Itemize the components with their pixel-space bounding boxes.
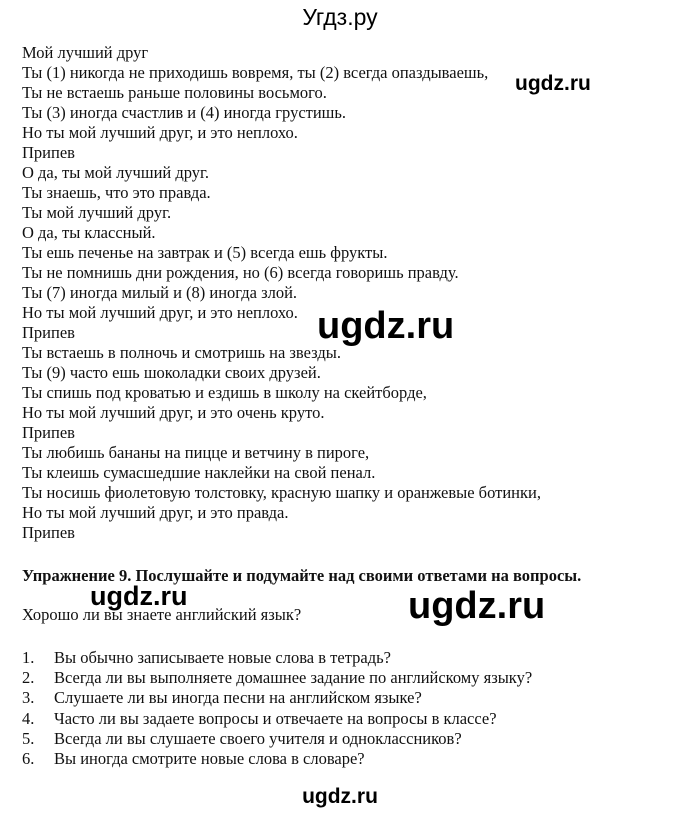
question-number: 2.	[22, 668, 35, 688]
chorus-label: Припев	[22, 523, 75, 542]
poem-title: Мой лучший друг	[22, 43, 149, 62]
poem-line: Ты (1) никогда не приходишь вовремя, ты (2) всегда опаздываешь,	[22, 63, 489, 82]
question-intro: Хорошо ли вы знаете английский язык?	[22, 605, 302, 624]
poem-line: Ты мой лучший друг.	[22, 203, 172, 222]
poem-line: О да, ты классный.	[22, 223, 156, 242]
question-item	[22, 749, 662, 769]
watermark: ugdz.ru	[90, 581, 188, 611]
chorus-label: Припев	[22, 323, 75, 342]
exercise-heading: Упражнение 9. Послушайте и подумайте над своими ответами на вопросы.	[22, 566, 582, 585]
question-text: Слушаете ли вы иногда песни на английском языке?	[54, 688, 422, 708]
question-item	[22, 709, 662, 729]
poem-line: Ты ешь печенье на завтрак и (5) всегда ешь фрукты.	[22, 243, 388, 262]
chorus-label: Припев	[22, 423, 75, 442]
poem-line: Ты спишь под кроватью и ездишь в школу на скейтборде,	[22, 383, 427, 402]
poem-line: Ты (3) иногда счастлив и (4) иногда грустишь.	[22, 103, 347, 122]
poem-line: Но ты мой лучший друг, и это неплохо.	[22, 123, 298, 142]
chorus-label: Припев	[22, 143, 75, 162]
question-text: Всегда ли вы выполняете домашнее задание по английскому языку?	[54, 668, 533, 688]
poem-line: Но ты мой лучший друг, и это очень круто.	[22, 403, 325, 422]
poem-line: Но ты мой лучший друг, и это неплохо.	[22, 303, 298, 322]
poem-line: Но ты мой лучший друг, и это правда.	[22, 503, 289, 522]
question-list	[22, 648, 662, 769]
question-text: Часто ли вы задаете вопросы и отвечаете на вопросы в классе?	[54, 708, 497, 728]
watermark: ugdz.ru	[302, 785, 378, 808]
poem-text	[22, 43, 662, 543]
question-text: Вы обычно записываете новые слова в тетрадь?	[54, 648, 391, 667]
question-number: 5.	[22, 728, 35, 748]
question-number: 4.	[22, 708, 35, 728]
question-text: Вы иногда смотрите новые слова в словаре?	[54, 749, 365, 769]
watermark: ugdz.ru	[408, 585, 546, 627]
watermark: ugdz.ru	[317, 305, 455, 347]
poem-line: Ты встаешь в полночь и смотришь на звезды.	[22, 343, 341, 362]
question-item	[22, 648, 662, 668]
poem-line: Ты клеишь сумасшедшие наклейки на свой пенал.	[22, 463, 376, 482]
question-number: 1.	[22, 648, 35, 667]
question-text: Всегда ли вы слушаете своего учителя и одноклассников?	[54, 728, 462, 748]
poem-line: Ты знаешь, что это правда.	[22, 183, 211, 202]
question-item	[22, 668, 662, 688]
watermark: ugdz.ru	[515, 72, 591, 95]
question-number: 3.	[22, 688, 35, 708]
poem-line: Ты любишь бананы на пицце и ветчину в пироге,	[22, 443, 370, 462]
poem-line: Ты носишь фиолетовую толстовку, красную шапку и оранжевые ботинки,	[22, 483, 541, 502]
site-title: Угдз.ру	[302, 4, 378, 30]
question-item	[22, 688, 662, 708]
poem-line: Ты не помнишь дни рождения, но (6) всегда говоришь правду.	[22, 263, 459, 282]
poem-line: Ты (9) часто ешь шоколадки своих друзей.	[22, 363, 321, 382]
poem-line: О да, ты мой лучший друг.	[22, 163, 210, 182]
question-item	[22, 729, 662, 749]
poem-line: Ты не встаешь раньше половины восьмого.	[22, 83, 327, 102]
poem-line: Ты (7) иногда милый и (8) иногда злой.	[22, 283, 298, 302]
question-number: 6.	[22, 749, 35, 769]
